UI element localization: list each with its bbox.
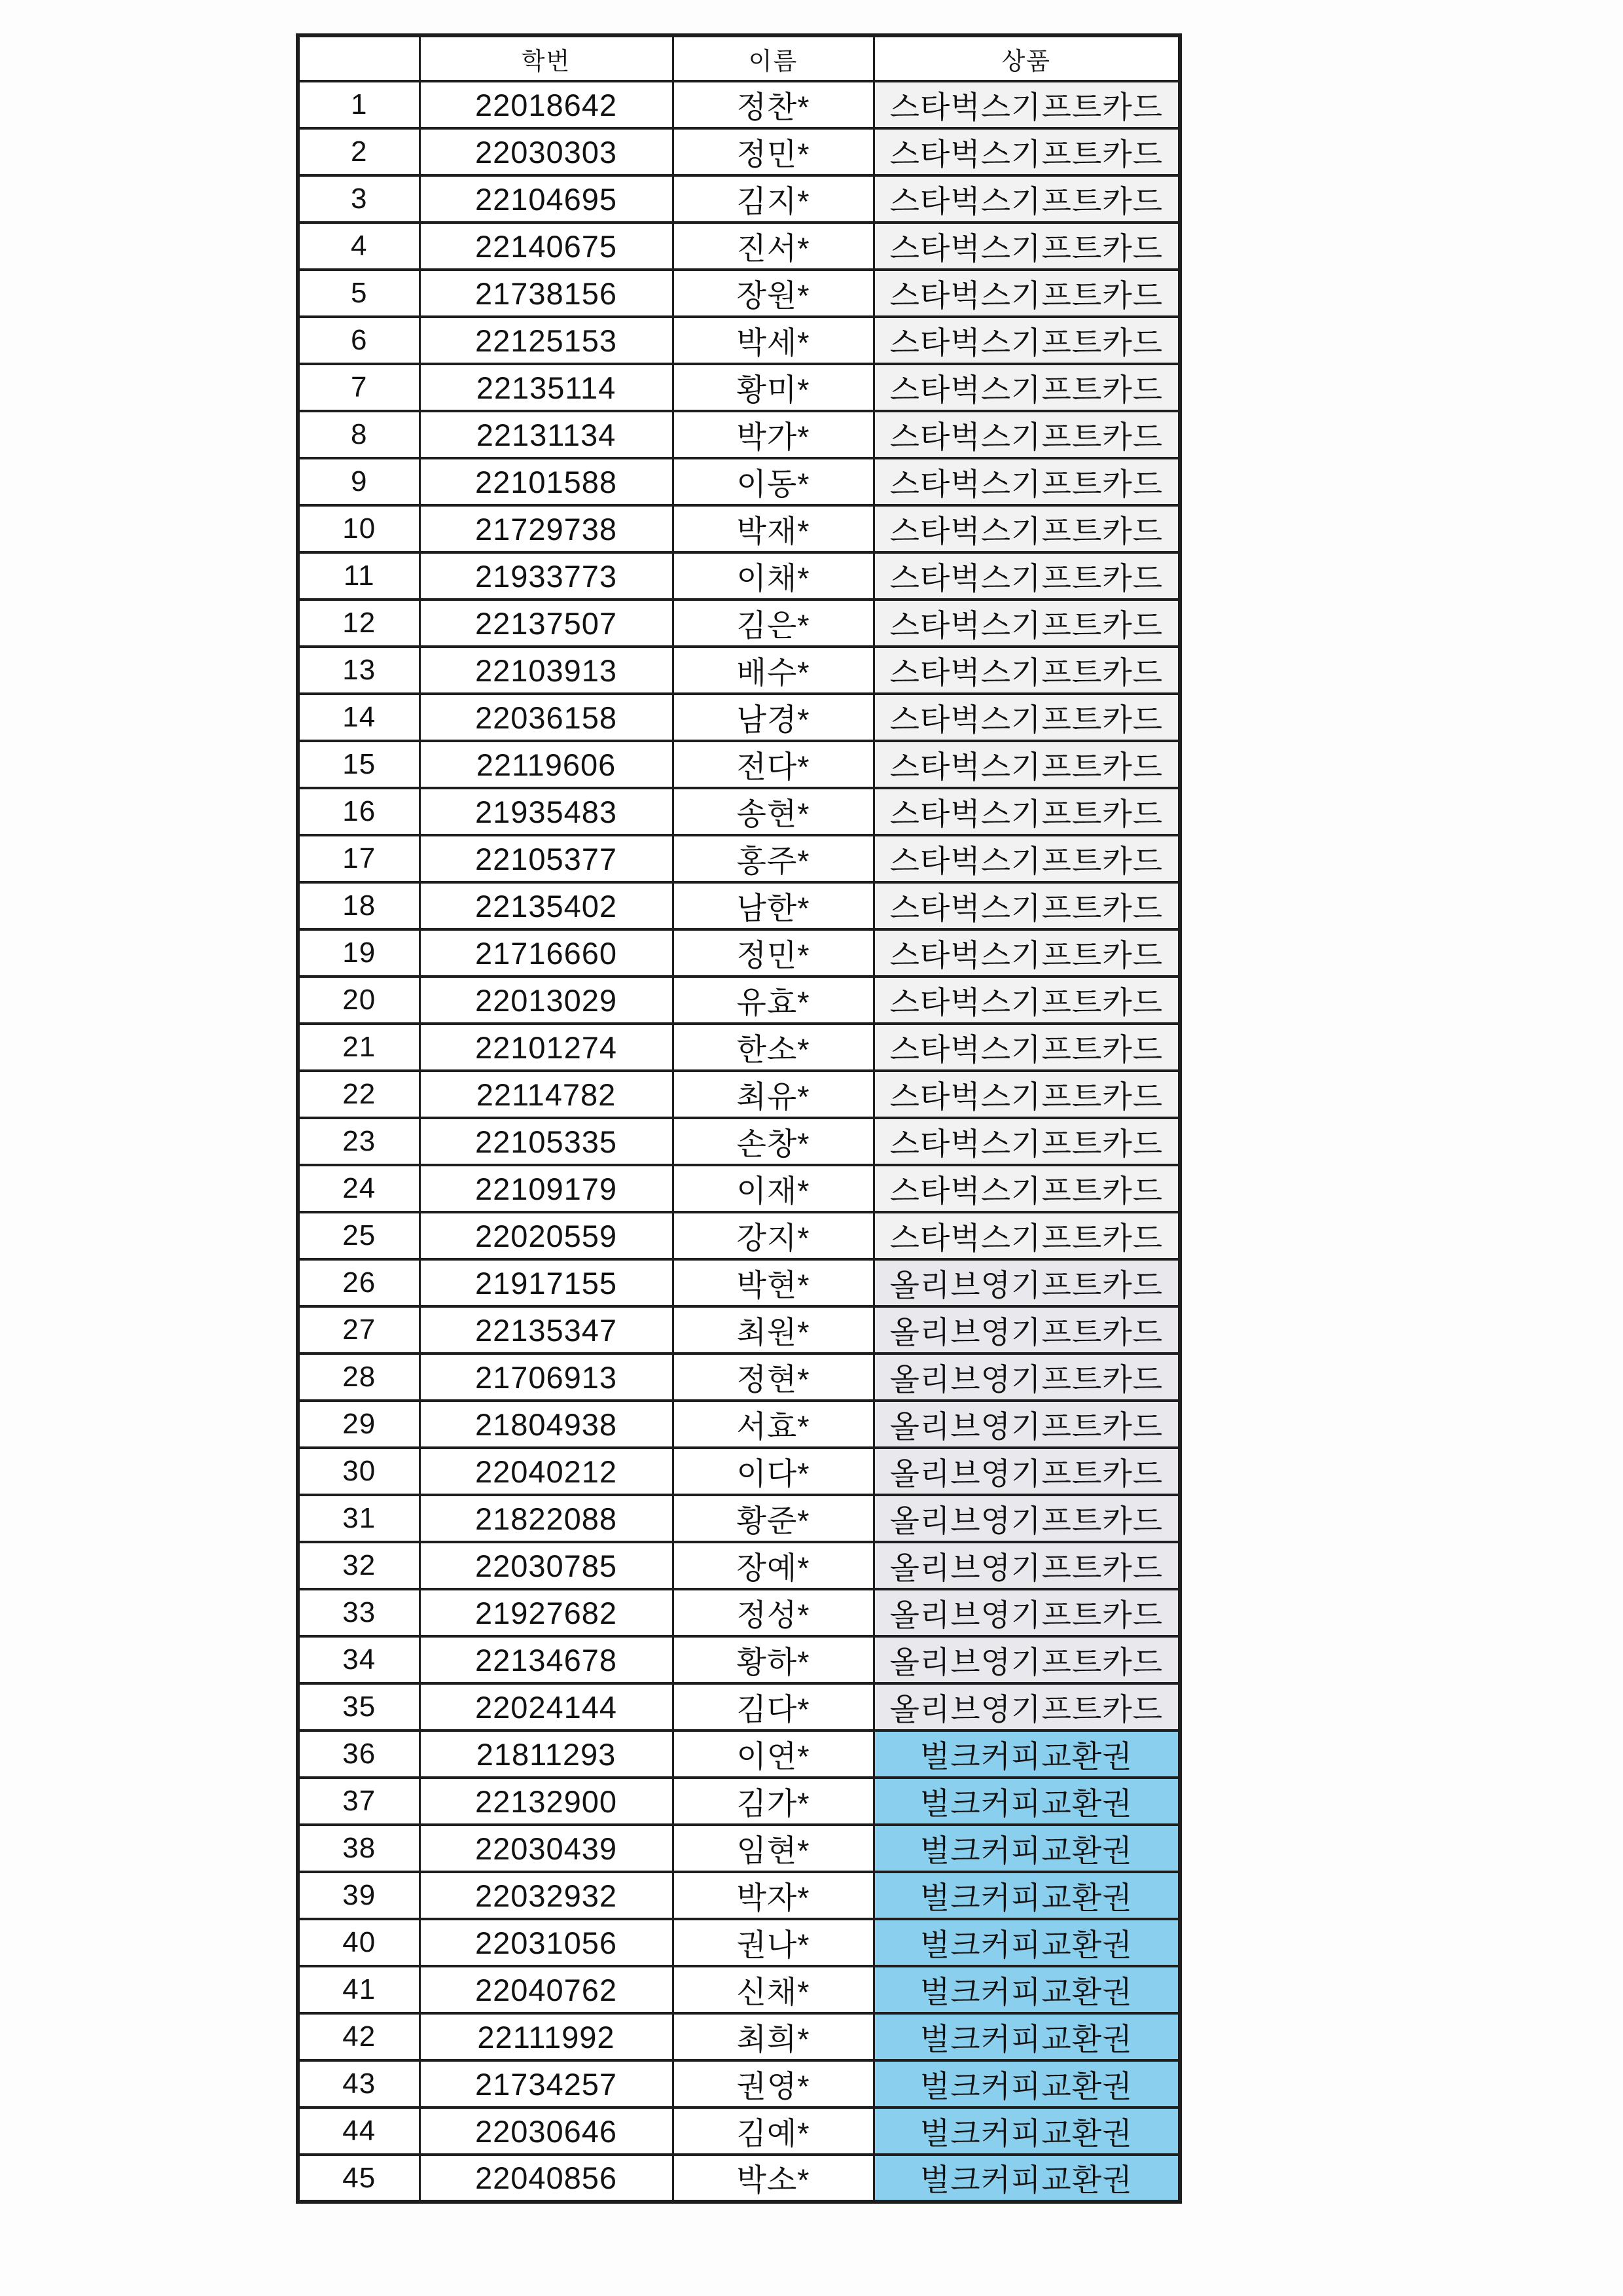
- cell-row-number: 42: [298, 2013, 419, 2060]
- cell-prize: 스타벅스기프트카드: [874, 1071, 1180, 1118]
- cell-prize: 스타벅스기프트카드: [874, 458, 1180, 505]
- cell-name: 장원*: [673, 270, 874, 317]
- cell-prize: 올리브영기프트카드: [874, 1495, 1180, 1542]
- cell-prize: 스타벅스기프트카드: [874, 694, 1180, 741]
- cell-student-id: 22020559: [419, 1212, 673, 1259]
- table-row: [298, 1071, 1180, 1118]
- table-row: [298, 2060, 1180, 2108]
- cell-student-id: 22030303: [419, 128, 673, 175]
- cell-name: 김지*: [673, 175, 874, 223]
- cell-student-id: 22104695: [419, 175, 673, 223]
- cell-prize: 벌크커피교환권: [874, 2013, 1180, 2060]
- cell-name: 황하*: [673, 1636, 874, 1683]
- cell-name: 정현*: [673, 1354, 874, 1401]
- cell-student-id: 22040212: [419, 1448, 673, 1495]
- cell-student-id: 21917155: [419, 1259, 673, 1306]
- cell-row-number: 34: [298, 1636, 419, 1683]
- cell-name: 박세*: [673, 317, 874, 364]
- cell-prize: 스타벅스기프트카드: [874, 600, 1180, 647]
- cell-prize: 벌크커피교환권: [874, 1731, 1180, 1778]
- cell-student-id: 21716660: [419, 929, 673, 977]
- cell-row-number: 4: [298, 223, 419, 270]
- cell-row-number: 41: [298, 1966, 419, 2013]
- cell-student-id: 21804938: [419, 1401, 673, 1448]
- cell-row-number: 31: [298, 1495, 419, 1542]
- table-row: [298, 788, 1180, 835]
- cell-student-id: 22101274: [419, 1024, 673, 1071]
- table-row: [298, 1589, 1180, 1636]
- cell-row-number: 30: [298, 1448, 419, 1495]
- cell-row-number: 17: [298, 835, 419, 882]
- cell-prize: 스타벅스기프트카드: [874, 647, 1180, 694]
- cell-prize: 스타벅스기프트카드: [874, 1024, 1180, 1071]
- cell-name: 손창*: [673, 1118, 874, 1165]
- cell-student-id: 22131134: [419, 411, 673, 458]
- cell-student-id: 22105377: [419, 835, 673, 882]
- cell-prize: 스타벅스기프트카드: [874, 929, 1180, 977]
- cell-name: 박재*: [673, 505, 874, 552]
- cell-prize: 벌크커피교환권: [874, 1825, 1180, 1872]
- table-row: [298, 223, 1180, 270]
- cell-row-number: 35: [298, 1683, 419, 1731]
- prize-table: [296, 33, 1182, 2204]
- table-row: [298, 270, 1180, 317]
- cell-student-id: 22040762: [419, 1966, 673, 2013]
- table-row: [298, 1919, 1180, 1966]
- cell-prize: 벌크커피교환권: [874, 2060, 1180, 2108]
- cell-row-number: 3: [298, 175, 419, 223]
- cell-row-number: 32: [298, 1542, 419, 1589]
- table-row: [298, 741, 1180, 788]
- cell-row-number: 25: [298, 1212, 419, 1259]
- cell-row-number: 33: [298, 1589, 419, 1636]
- cell-row-number: 5: [298, 270, 419, 317]
- cell-student-id: 21935483: [419, 788, 673, 835]
- cell-name: 진서*: [673, 223, 874, 270]
- cell-student-id: 22013029: [419, 977, 673, 1024]
- table-row: [298, 929, 1180, 977]
- header-no: [298, 35, 419, 81]
- cell-prize: 스타벅스기프트카드: [874, 411, 1180, 458]
- table-row: [298, 1354, 1180, 1401]
- cell-prize: 벌크커피교환권: [874, 1919, 1180, 1966]
- cell-name: 정민*: [673, 929, 874, 977]
- cell-name: 박자*: [673, 1872, 874, 1919]
- cell-prize: 스타벅스기프트카드: [874, 128, 1180, 175]
- table-row: [298, 1872, 1180, 1919]
- cell-prize: 올리브영기프트카드: [874, 1401, 1180, 1448]
- table-row: [298, 2013, 1180, 2060]
- table-row: [298, 1495, 1180, 1542]
- cell-prize: 스타벅스기프트카드: [874, 552, 1180, 600]
- cell-name: 박현*: [673, 1259, 874, 1306]
- cell-name: 한소*: [673, 1024, 874, 1071]
- cell-row-number: 36: [298, 1731, 419, 1778]
- cell-prize: 스타벅스기프트카드: [874, 977, 1180, 1024]
- cell-prize: 스타벅스기프트카드: [874, 81, 1180, 128]
- cell-student-id: 22030646: [419, 2108, 673, 2155]
- cell-prize: 올리브영기프트카드: [874, 1589, 1180, 1636]
- cell-name: 권영*: [673, 2060, 874, 2108]
- cell-row-number: 43: [298, 2060, 419, 2108]
- header-prize: 상품: [874, 35, 1180, 81]
- cell-student-id: 21927682: [419, 1589, 673, 1636]
- cell-row-number: 16: [298, 788, 419, 835]
- cell-student-id: 22101588: [419, 458, 673, 505]
- cell-name: 홍주*: [673, 835, 874, 882]
- cell-student-id: 22109179: [419, 1165, 673, 1212]
- cell-student-id: 22134678: [419, 1636, 673, 1683]
- cell-student-id: 22105335: [419, 1118, 673, 1165]
- cell-prize: 스타벅스기프트카드: [874, 270, 1180, 317]
- table-row: [298, 1542, 1180, 1589]
- cell-name: 박가*: [673, 411, 874, 458]
- cell-prize: 스타벅스기프트카드: [874, 835, 1180, 882]
- table-row: [298, 835, 1180, 882]
- cell-name: 김다*: [673, 1683, 874, 1731]
- table-row: [298, 1306, 1180, 1354]
- cell-student-id: 22135402: [419, 882, 673, 929]
- cell-student-id: 22024144: [419, 1683, 673, 1731]
- cell-student-id: 22036158: [419, 694, 673, 741]
- cell-student-id: 22135347: [419, 1306, 673, 1354]
- cell-name: 장예*: [673, 1542, 874, 1589]
- cell-name: 이재*: [673, 1165, 874, 1212]
- cell-prize: 스타벅스기프트카드: [874, 364, 1180, 411]
- cell-student-id: 22111992: [419, 2013, 673, 2060]
- cell-student-id: 21933773: [419, 552, 673, 600]
- cell-row-number: 27: [298, 1306, 419, 1354]
- cell-name: 김은*: [673, 600, 874, 647]
- cell-row-number: 18: [298, 882, 419, 929]
- cell-row-number: 2: [298, 128, 419, 175]
- table-row: [298, 1778, 1180, 1825]
- cell-row-number: 38: [298, 1825, 419, 1872]
- table-row: [298, 458, 1180, 505]
- cell-prize: 벌크커피교환권: [874, 1872, 1180, 1919]
- header-row: [298, 35, 1180, 81]
- cell-row-number: 44: [298, 2108, 419, 2155]
- cell-prize: 올리브영기프트카드: [874, 1448, 1180, 1495]
- cell-prize: 스타벅스기프트카드: [874, 317, 1180, 364]
- cell-prize: 스타벅스기프트카드: [874, 1212, 1180, 1259]
- cell-row-number: 11: [298, 552, 419, 600]
- header-student-id: 학번: [419, 35, 673, 81]
- cell-prize: 스타벅스기프트카드: [874, 741, 1180, 788]
- cell-name: 임현*: [673, 1825, 874, 1872]
- table-row: [298, 1825, 1180, 1872]
- cell-student-id: 21738156: [419, 270, 673, 317]
- cell-name: 김예*: [673, 2108, 874, 2155]
- cell-student-id: 22031056: [419, 1919, 673, 1966]
- cell-name: 이다*: [673, 1448, 874, 1495]
- cell-row-number: 40: [298, 1919, 419, 1966]
- table-row: [298, 1165, 1180, 1212]
- cell-prize: 벌크커피교환권: [874, 2155, 1180, 2202]
- cell-name: 황미*: [673, 364, 874, 411]
- cell-name: 정성*: [673, 1589, 874, 1636]
- cell-row-number: 12: [298, 600, 419, 647]
- table-row: [298, 2108, 1180, 2155]
- table-row: [298, 81, 1180, 128]
- table-row: [298, 128, 1180, 175]
- cell-name: 남경*: [673, 694, 874, 741]
- cell-row-number: 37: [298, 1778, 419, 1825]
- cell-prize: 올리브영기프트카드: [874, 1306, 1180, 1354]
- table-row: [298, 694, 1180, 741]
- cell-name: 배수*: [673, 647, 874, 694]
- cell-prize: 올리브영기프트카드: [874, 1259, 1180, 1306]
- cell-prize: 스타벅스기프트카드: [874, 175, 1180, 223]
- cell-student-id: 21734257: [419, 2060, 673, 2108]
- cell-row-number: 29: [298, 1401, 419, 1448]
- cell-student-id: 22140675: [419, 223, 673, 270]
- cell-student-id: 22135114: [419, 364, 673, 411]
- cell-student-id: 22114782: [419, 1071, 673, 1118]
- cell-prize: 스타벅스기프트카드: [874, 788, 1180, 835]
- table-row: [298, 317, 1180, 364]
- cell-row-number: 1: [298, 81, 419, 128]
- cell-name: 최유*: [673, 1071, 874, 1118]
- table-row: [298, 1636, 1180, 1683]
- cell-prize: 벌크커피교환권: [874, 1778, 1180, 1825]
- cell-student-id: 21822088: [419, 1495, 673, 1542]
- cell-student-id: 22018642: [419, 81, 673, 128]
- cell-student-id: 21729738: [419, 505, 673, 552]
- cell-prize: 스타벅스기프트카드: [874, 505, 1180, 552]
- cell-row-number: 23: [298, 1118, 419, 1165]
- cell-name: 전다*: [673, 741, 874, 788]
- cell-prize: 벌크커피교환권: [874, 2108, 1180, 2155]
- cell-student-id: 22040856: [419, 2155, 673, 2202]
- cell-name: 이채*: [673, 552, 874, 600]
- cell-row-number: 24: [298, 1165, 419, 1212]
- cell-row-number: 20: [298, 977, 419, 1024]
- cell-student-id: 21706913: [419, 1354, 673, 1401]
- table-row: [298, 175, 1180, 223]
- table-row: [298, 411, 1180, 458]
- cell-row-number: 39: [298, 1872, 419, 1919]
- cell-prize: 올리브영기프트카드: [874, 1683, 1180, 1731]
- table-row: [298, 2155, 1180, 2202]
- cell-prize: 벌크커피교환권: [874, 1966, 1180, 2013]
- table-row: [298, 1024, 1180, 1071]
- cell-prize: 올리브영기프트카드: [874, 1542, 1180, 1589]
- cell-prize: 올리브영기프트카드: [874, 1354, 1180, 1401]
- cell-prize: 스타벅스기프트카드: [874, 1118, 1180, 1165]
- table-row: [298, 1966, 1180, 2013]
- table-row: [298, 505, 1180, 552]
- cell-prize: 스타벅스기프트카드: [874, 882, 1180, 929]
- cell-row-number: 15: [298, 741, 419, 788]
- table-row: [298, 647, 1180, 694]
- cell-prize: 스타벅스기프트카드: [874, 1165, 1180, 1212]
- table-row: [298, 1401, 1180, 1448]
- table-row: [298, 1259, 1180, 1306]
- table-row: [298, 600, 1180, 647]
- cell-row-number: 9: [298, 458, 419, 505]
- cell-row-number: 7: [298, 364, 419, 411]
- cell-row-number: 22: [298, 1071, 419, 1118]
- cell-student-id: 22132900: [419, 1778, 673, 1825]
- cell-student-id: 22030785: [419, 1542, 673, 1589]
- table-row: [298, 977, 1180, 1024]
- table-row: [298, 1448, 1180, 1495]
- cell-row-number: 45: [298, 2155, 419, 2202]
- cell-row-number: 21: [298, 1024, 419, 1071]
- cell-prize: 스타벅스기프트카드: [874, 223, 1180, 270]
- cell-row-number: 26: [298, 1259, 419, 1306]
- cell-row-number: 10: [298, 505, 419, 552]
- table-row: [298, 364, 1180, 411]
- table-body: [298, 81, 1180, 2202]
- cell-row-number: 14: [298, 694, 419, 741]
- cell-row-number: 6: [298, 317, 419, 364]
- cell-name: 김가*: [673, 1778, 874, 1825]
- cell-name: 이동*: [673, 458, 874, 505]
- cell-prize: 올리브영기프트카드: [874, 1636, 1180, 1683]
- cell-name: 유효*: [673, 977, 874, 1024]
- cell-name: 이연*: [673, 1731, 874, 1778]
- cell-name: 박소*: [673, 2155, 874, 2202]
- table-row: [298, 1118, 1180, 1165]
- cell-name: 황준*: [673, 1495, 874, 1542]
- cell-row-number: 19: [298, 929, 419, 977]
- cell-student-id: 21811293: [419, 1731, 673, 1778]
- cell-student-id: 22119606: [419, 741, 673, 788]
- cell-row-number: 28: [298, 1354, 419, 1401]
- cell-student-id: 22125153: [419, 317, 673, 364]
- cell-name: 남한*: [673, 882, 874, 929]
- cell-name: 정민*: [673, 128, 874, 175]
- cell-name: 정찬*: [673, 81, 874, 128]
- cell-name: 최원*: [673, 1306, 874, 1354]
- table-row: [298, 1683, 1180, 1731]
- cell-name: 서효*: [673, 1401, 874, 1448]
- cell-row-number: 13: [298, 647, 419, 694]
- cell-row-number: 8: [298, 411, 419, 458]
- cell-name: 송현*: [673, 788, 874, 835]
- cell-student-id: 22030439: [419, 1825, 673, 1872]
- table-row: [298, 882, 1180, 929]
- header-name: 이름: [673, 35, 874, 81]
- cell-name: 강지*: [673, 1212, 874, 1259]
- table-row: [298, 1212, 1180, 1259]
- table-row: [298, 1731, 1180, 1778]
- cell-name: 권나*: [673, 1919, 874, 1966]
- cell-name: 최희*: [673, 2013, 874, 2060]
- cell-student-id: 22032932: [419, 1872, 673, 1919]
- cell-name: 신채*: [673, 1966, 874, 2013]
- table-row: [298, 552, 1180, 600]
- cell-student-id: 22103913: [419, 647, 673, 694]
- cell-student-id: 22137507: [419, 600, 673, 647]
